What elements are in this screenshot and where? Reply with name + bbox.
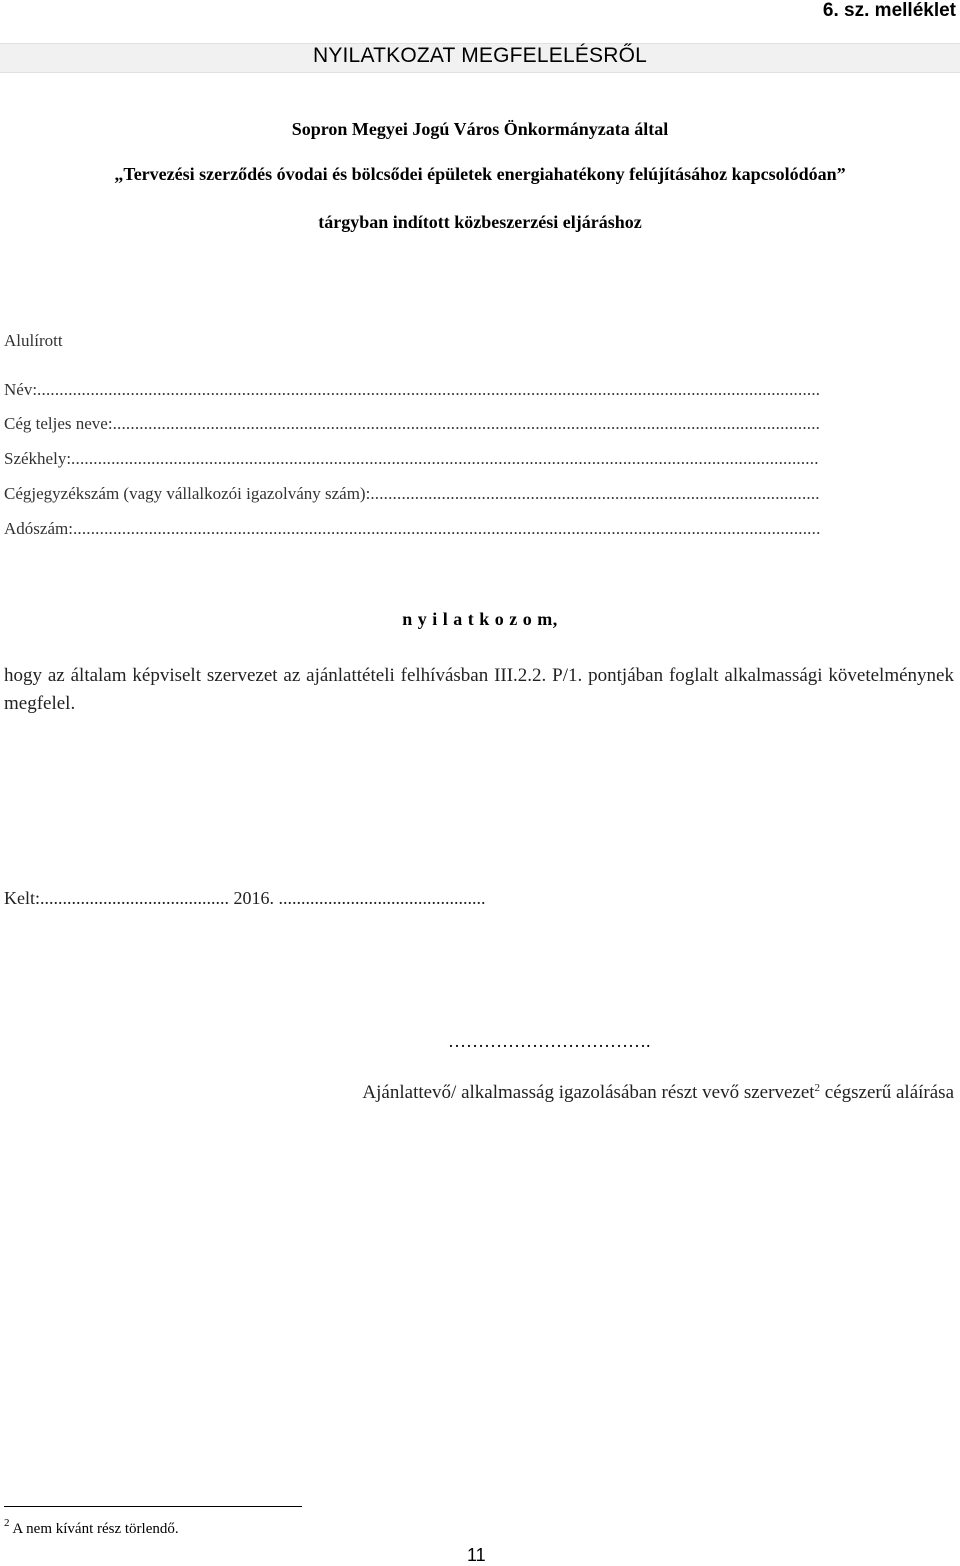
field-company-name: [4, 414, 820, 434]
undersigned-label: Alulírott: [4, 331, 63, 350]
fill-in-dots: ........................................................................................................................................................................: [71, 449, 819, 468]
procurement-subject-continued: tárgyban indított közbeszerzési eljáráshoz: [318, 212, 642, 232]
fill-in-dots: ................................................................................................................................................................................: [37, 380, 821, 399]
date-line: Kelt:.......................................... 2016. ..............................................: [4, 888, 486, 908]
page-number: 11: [467, 1545, 486, 1565]
annex-label: 6. sz. melléklet: [822, 0, 956, 21]
signature-caption: [362, 1082, 954, 1104]
procurement-subject: „Tervezési szerződés óvodai és bölcsődei épületek energiahatékony felújításához kapcsolódóan”: [114, 164, 846, 184]
fill-in-dots: .....................................................................................................: [370, 484, 820, 503]
document-title: NYILATKOZAT MEGFELELÉSRŐL: [312, 44, 648, 67]
signature-caption-text: Ajánlattevő/ alkalmasság igazolásában részt vevő szervezet: [362, 1082, 815, 1103]
field-label: Cégjegyzékszám (vagy vállalkozói igazolvány szám):: [4, 484, 371, 503]
fill-in-dots: ...............................................................................................................................................................: [112, 414, 821, 433]
field-name: [4, 380, 820, 400]
field-label: Székhely:: [4, 449, 72, 468]
signature-line: …………………………….: [448, 1031, 651, 1051]
declaration-heading: n y i l a t k o z o m,: [402, 609, 558, 629]
fill-in-dots: ........................................................................................................................................................................: [72, 519, 821, 538]
footnote-reference: 2: [814, 1082, 821, 1094]
declaration-statement: hogy az általam képviselt szervezet az ajánlattételi felhívásban III.2.2. P/1. pontjában foglalt alkalmassági követelménynek megfelel.: [4, 665, 954, 714]
footnote-separator: [4, 1506, 302, 1507]
field-seat: [4, 449, 819, 469]
field-tax-number: [4, 519, 821, 539]
footnote: [4, 1517, 179, 1538]
field-label: Cég teljes neve:: [4, 414, 113, 433]
footnote-text: A nem kívánt rész törlendő.: [9, 1521, 179, 1537]
field-label: Adószám:: [4, 519, 73, 538]
issuer-line: Sopron Megyei Jogú Város Önkormányzata által: [291, 119, 669, 139]
field-label: Név:: [4, 380, 38, 399]
signature-caption-end: cégszerű aláírása: [820, 1082, 954, 1103]
field-registration-number: [4, 484, 820, 504]
footnote-mark: 2: [4, 1517, 10, 1529]
